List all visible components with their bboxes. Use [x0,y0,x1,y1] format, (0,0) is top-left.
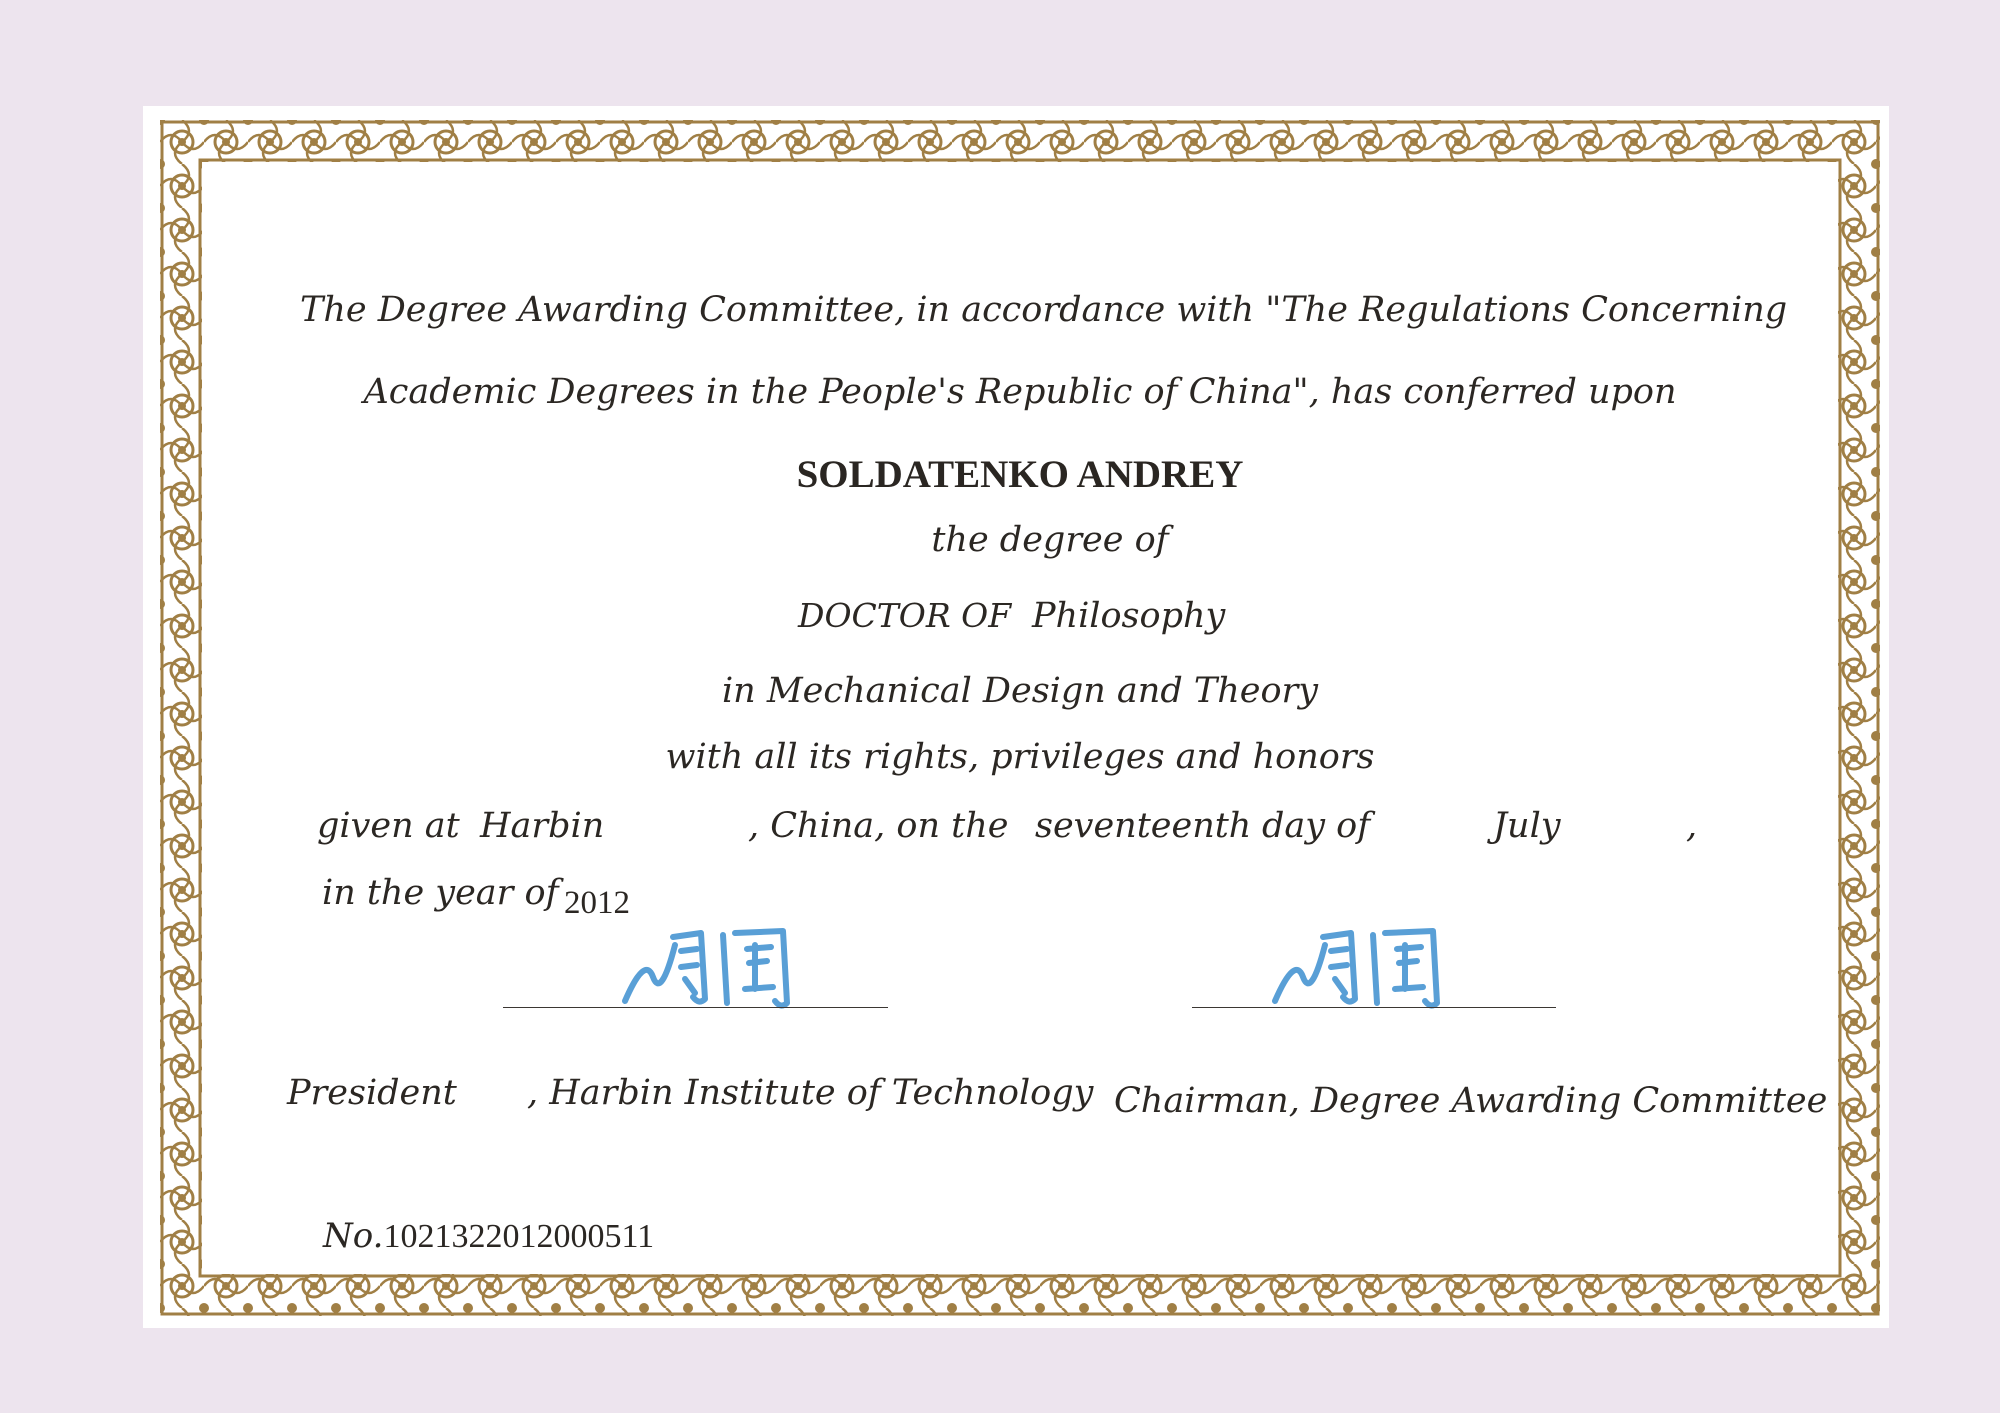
certificate-number-label: No. [323,1216,384,1256]
preamble-line-2: Academic Degrees in the People's Republic of China", has conferred upon [363,372,1677,412]
degree-title-field: Philosophy [1032,596,1226,636]
president-signature-line [503,1007,888,1008]
chairman-signature-stamp [1265,915,1475,1015]
given-at-label: given at [317,806,460,846]
president-signature-stamp [615,915,825,1015]
preamble-line-1: The Degree Awarding Committee, in accordance with "The Regulations Concerning [300,290,1788,330]
year-value: 2012 [564,885,630,921]
recipient-name: SOLDATENKO ANDREY [796,453,1244,496]
president-institution: , Harbin Institute of Technology [527,1073,1094,1113]
month-value: July [1493,806,1561,846]
degree-intro: the degree of [931,520,1169,560]
degree-specialty: in Mechanical Design and Theory [721,671,1319,711]
certificate-number-value: 1021322012000511 [383,1218,655,1255]
given-at-city: Harbin [480,806,605,846]
day-of-label: day of [1262,806,1371,846]
president-title: President [287,1073,457,1113]
chairman-title: Chairman, Degree Awarding Committee [1114,1081,1828,1121]
year-label: in the year of [322,873,559,913]
trailing-comma: , [1686,806,1698,846]
certificate-number [323,1216,654,1256]
day-value: seventeenth [1035,806,1252,846]
country-label: , China, on the [748,806,1009,846]
rights-line: with all its rights, privileges and honors [665,737,1375,777]
chairman-signature-line [1192,1007,1556,1008]
degree-title-prefix: DOCTOR OF [798,596,1012,635]
